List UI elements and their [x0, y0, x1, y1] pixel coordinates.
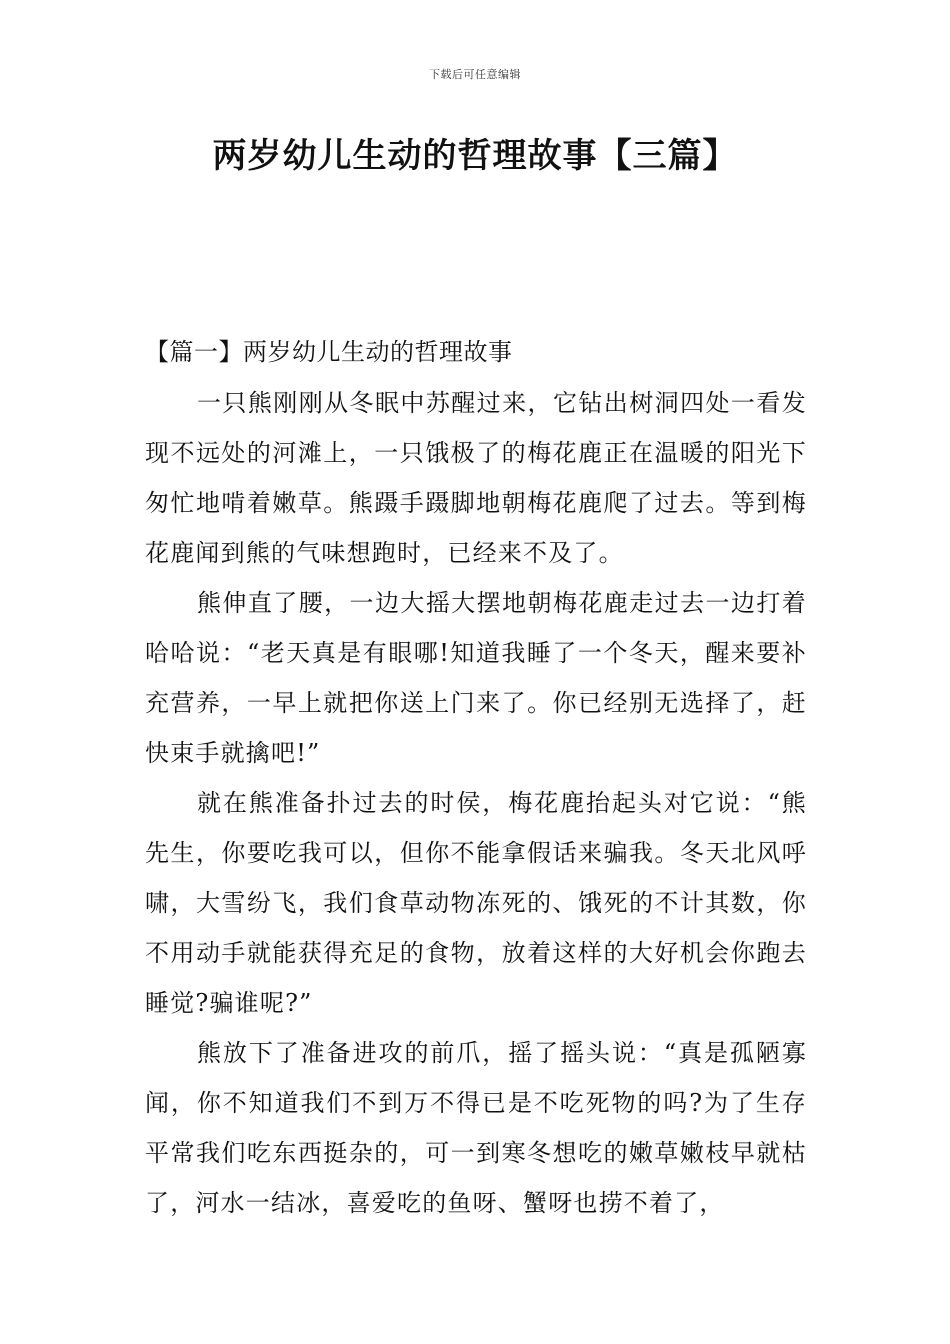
story-paragraph: 就在熊准备扑过去的时侯，梅花鹿抬起头对它说：“熊先生，你要吃我可以，但你不能拿假话来骗我。冬天北风呼啸，大雪纷飞，我们食草动物冻死的、饿死的不计其数，你不用动手就能获得充足的食物，放着这样的大好机会你跑去睡觉?骗谁呢?”: [145, 789, 807, 1017]
story-body: [145, 378, 807, 1228]
section-heading: 【篇一】两岁幼儿生动的哲理故事: [145, 338, 513, 366]
header-note: 下载后可任意编辑: [429, 68, 521, 81]
story-paragraph: 一只熊刚刚从冬眠中苏醒过来，它钻出树洞四处一看发现不远处的河滩上，一只饿极了的梅花鹿正在温暖的阳光下匆忙地啃着嫩草。熊蹑手蹑脚地朝梅花鹿爬了过去。等到梅花鹿闻到熊的气味想跑时，已经来不及了。: [145, 389, 807, 567]
story-paragraph: 熊伸直了腰，一边大摇大摆地朝梅花鹿走过去一边打着哈哈说：“老天真是有眼哪!知道我睡了一个冬天，醒来要补充营养，一早上就把你送上门来了。你已经别无选择了，赶快束手就擒吧!”: [145, 589, 807, 767]
document-title: 两岁幼儿生动的哲理故事【三篇】: [212, 136, 738, 176]
story-paragraph: 熊放下了准备进攻的前爪，摇了摇头说：“真是孤陋寡闻，你不知道我们不到万不得已是不吃死物的吗?为了生存平常我们吃东西挺杂的，可一到寒冬想吃的嫩草嫩枝早就枯了，河水一结冰，喜爱吃的鱼呀、蟹呀也捞不着了，: [145, 1039, 807, 1217]
